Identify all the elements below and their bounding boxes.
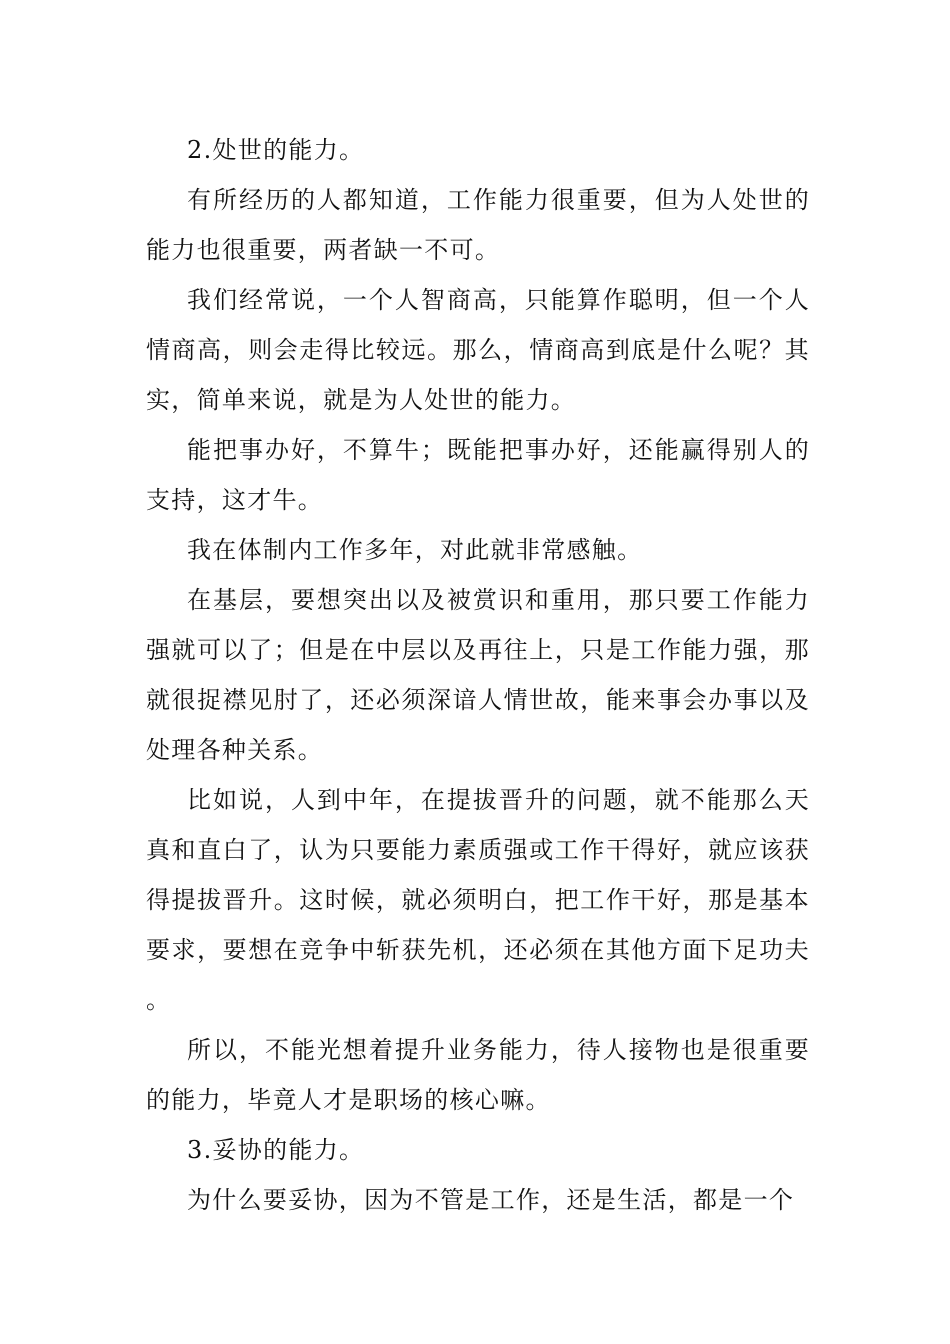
document-page — [146, 125, 810, 1225]
paragraph: 为什么要妥协，因为不管是工作，还是生活，都是一个 — [187, 1186, 795, 1214]
section-heading-2: 2.处世的能力。 — [187, 136, 365, 164]
paragraph: 有所经历的人都知道，工作能力很重要，但为人处世的能力也很重要，两者缺一不可。 — [146, 186, 810, 264]
paragraph: 所以，不能光想着提升业务能力，待人接物也是很重要的能力，毕竟人才是职场的核心嘛。 — [146, 1036, 810, 1114]
paragraph: 我们经常说，一个人智商高，只能算作聪明，但一个人情商高，则会走得比较远。那么，情商高到底是什么呢？其实，简单来说，就是为人处世的能力。 — [146, 286, 810, 414]
paragraph: 能把事办好，不算牛；既能把事办好，还能赢得别人的支持，这才牛。 — [146, 436, 810, 514]
paragraph: 在基层，要想突出以及被赏识和重用，那只要工作能力强就可以了；但是在中层以及再往上，只是工作能力强，那就很捉襟见肘了，还必须深谙人情世故，能来事会办事以及处理各种关系。 — [146, 586, 810, 764]
paragraph: 我在体制内工作多年，对此就非常感触。 — [187, 536, 643, 564]
section-heading-3: 3.妥协的能力。 — [187, 1136, 365, 1164]
paragraph: 比如说，人到中年，在提拔晋升的问题，就不能那么天真和直白了，认为只要能力素质强或工作干得好，就应该获得提拔晋升。这时候，就必须明白，把工作干好，那是基本要求，要想在竞争中斩获先机，还必须在其他方面下足功夫。 — [146, 786, 810, 1014]
